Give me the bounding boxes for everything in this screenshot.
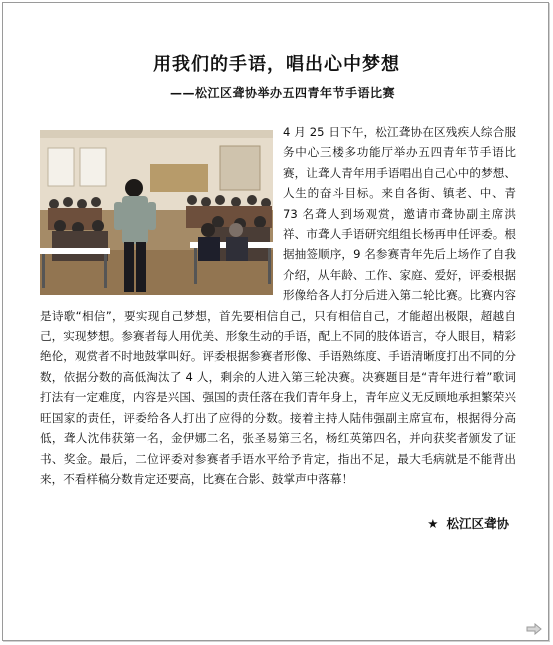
star-icon: ★ xyxy=(427,516,439,531)
article-subtitle: ——松江区聋协举办五四青年节手语比赛 xyxy=(170,86,396,100)
article-body: 4 月 25 日下午，松江聋协在区残疾人综合服务中心三楼多功能厅举办五四青年节手语比赛，让聋人青年用手语唱出自己心中的梦想、人生的奋斗目标。来自各街、镇老、中、青 73 名聋人到场观赏，邀请市聋协副主席洪祥、市聋人手语研究组组长杨再申任评委。根据抽签顺序，9 名参赛青年先后上场作了自我介绍，从年龄、工作、家庭、爱好，评委根据形像给各人打分后进入第二轮比赛。比赛内容是诗歌“相信”，要实现自己梦想，首先要相信自己，只有相信自己，才能超出极限，超越自己，实现梦想。参赛者每人用优美、形象生动的手语，配上不同的肢体语言，夺人眼目，精彩绝伦，观赏者不时地鼓掌叫好。评委根据参赛者形像、手语熟练度、手语清晰度打出不同的分数，依据分数的高低淘汰了 4 人，剩余的人进入第三轮决赛。决赛题目是“青年进行着”歌词打法有一定难度，内容是兴国、强国的责任落在我们青年身上，青年应义无反顾地承担繁荣兴旺国家的责任，评委给各人打出了应得的分数。接着主持人陆伟强副主席宣布，根据得分高低，聋人沈伟获第一名，金伊娜二名，张圣易第三名，杨红英第四名，并向获奖者颁发了证书、奖金。最后，二位评委对参赛者手语水平给予肯定，指出不足，最大毛病就是不能背出来，不看样稿分数肯定还要高，比赛在合影、鼓掌声中落幕！ xyxy=(40,125,516,486)
article-title: 用我们的手语，唱出心中梦想 xyxy=(153,54,400,75)
signature xyxy=(427,514,509,532)
event-photo xyxy=(40,130,273,295)
next-arrow-icon[interactable] xyxy=(526,620,542,632)
signature-text: 松江区聋协 xyxy=(446,516,509,531)
event-photo-image xyxy=(40,130,273,295)
